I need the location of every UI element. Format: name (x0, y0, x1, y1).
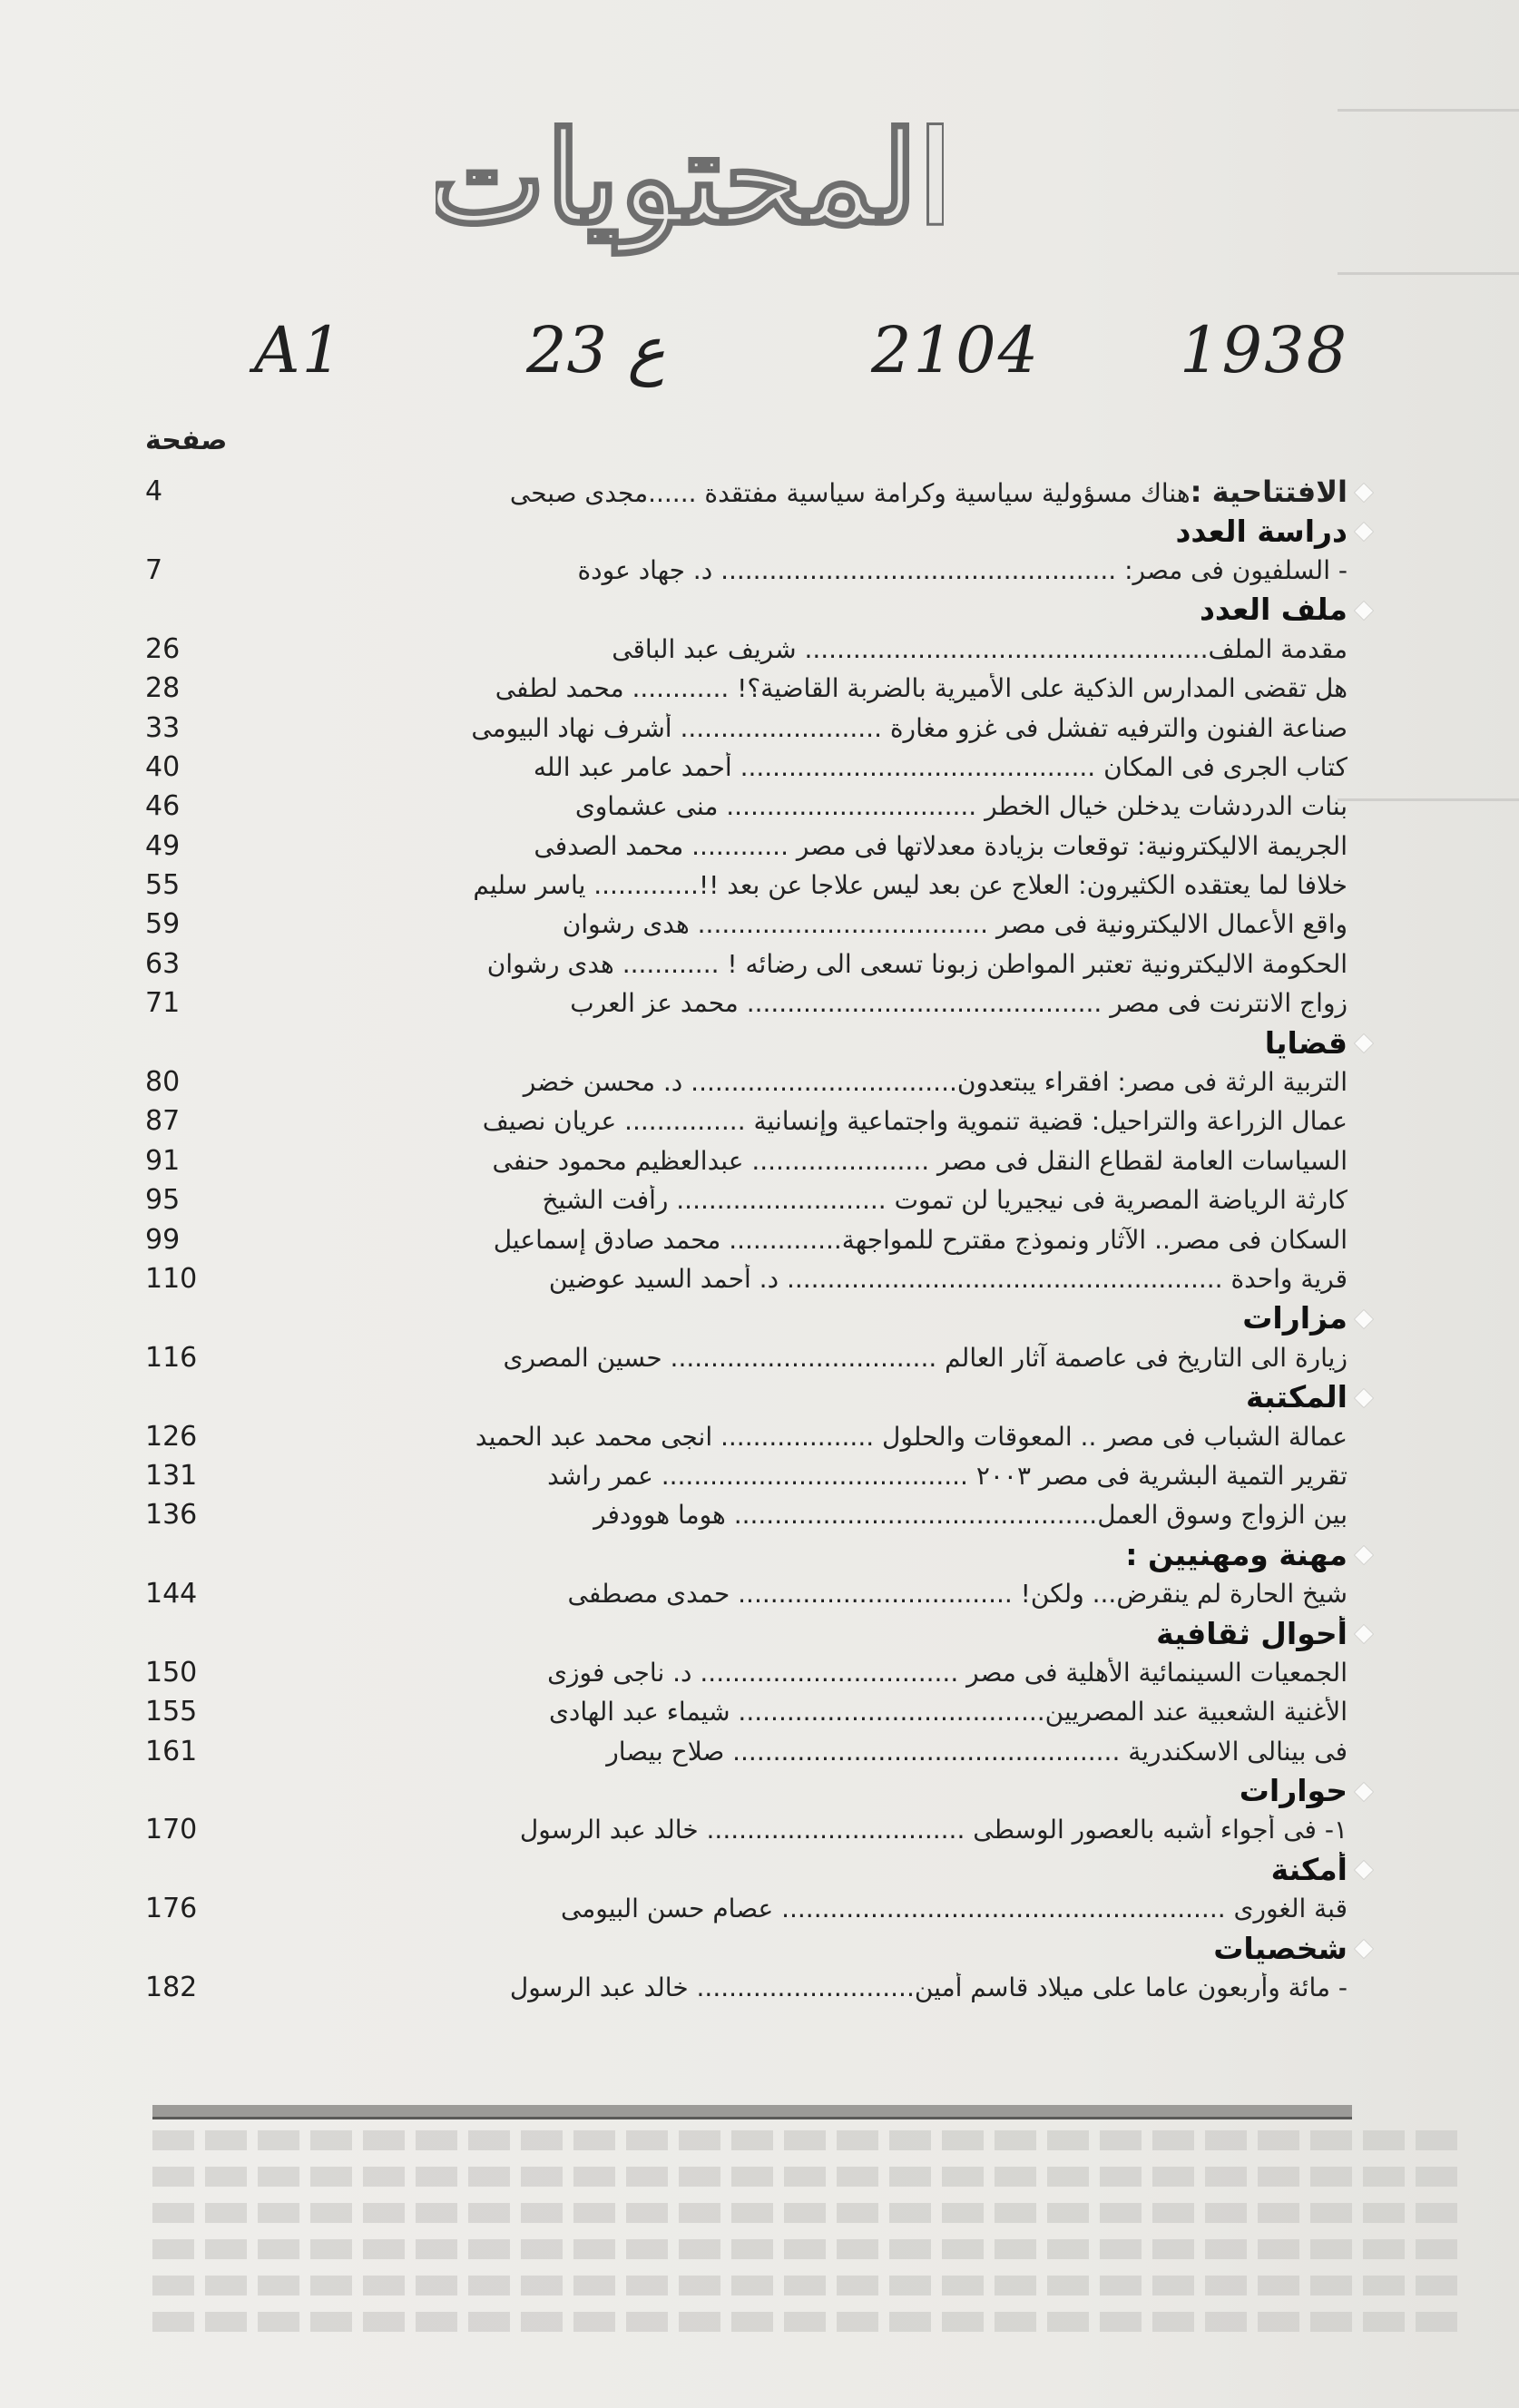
page-number: 63 (145, 947, 181, 980)
entry-text: قبة الغورى ....................................................... عصام حسن البيومى (560, 1894, 1348, 1924)
section-title: دراسة العدد (1175, 513, 1348, 549)
entry-text: ١- فى أجواء أشبه بالعصور الوسطى ................................ خالد عبد الرسول (519, 1815, 1348, 1845)
entry-text: الجريمة الاليكترونية: توقعات بزيادة معدلاتها فى مصر ............ محمد الصدفى (534, 830, 1348, 861)
toc-entry (145, 1101, 1348, 1140)
page-number: 55 (145, 869, 181, 902)
section-title: ملف العدد (1199, 592, 1348, 628)
entry-text: كتاب الجرى فى المكان ............................................ أحمد عامر عبد الله (533, 751, 1348, 782)
entry-text: السكان فى مصر.. الآثار ونموذج مقترح للمواجهة.............. محمد صادق إسماعيل (493, 1224, 1348, 1255)
entry-text: زيارة الى التاريخ فى عاصمة آثار العالم ................................. حسين المصرى (503, 1342, 1348, 1373)
entry-text: - السلفيون فى مصر: ................................................. د. جهاد عودة (577, 554, 1348, 585)
toc-entry (145, 1416, 1348, 1455)
toc-entry (145, 866, 1348, 905)
toc-entry (145, 1968, 1348, 2007)
section-title: أمكنة (1270, 1851, 1348, 1887)
toc-entry (145, 905, 1348, 944)
page-number: 126 (145, 1420, 198, 1453)
toc-entry (145, 1219, 1348, 1258)
section-heading (145, 1771, 1348, 1810)
bleed-through-mark (1338, 109, 1519, 112)
entry-text: شيخ الحارة لم ينقرض... ولكن! .................................. حمدى مصطفى (567, 1579, 1348, 1610)
page-number: 28 (145, 672, 181, 705)
entry-lead-label: الافتتاحية : (1190, 474, 1348, 509)
handwritten-annotations (0, 313, 1519, 422)
page-number: 170 (145, 1814, 198, 1846)
page-number: 71 (145, 987, 181, 1020)
toc-entry (145, 1180, 1348, 1219)
entry-text: صناعة الفنون والترفيه تفشل فى غزو مغارة ......................... أشرف نهاد البيومى (471, 712, 1348, 743)
page-number: 80 (145, 1066, 181, 1099)
page-number: 95 (145, 1184, 181, 1217)
toc-entry (145, 984, 1348, 1023)
page-number: 155 (145, 1696, 198, 1728)
toc-entry (145, 669, 1348, 708)
entry-text: واقع الأعمال الاليكترونية فى مصر .................................... هدى رشوان (562, 909, 1348, 940)
page-number: 131 (145, 1459, 198, 1492)
entry-text: السياسات العامة لقطاع النقل فى مصر ...................... عبدالعظيم محمود حنفى (492, 1145, 1348, 1176)
entry-text: التربية الرثة فى مصر: افقراء يبتعدون................................. د. محسن خضر (523, 1067, 1348, 1098)
entry-text: كارثة الرياضة المصرية فى نيجيريا لن تموت .......................... رأفت الشيخ (542, 1185, 1348, 1216)
section-title: شخصيات (1213, 1930, 1348, 1966)
toc-entry (145, 1141, 1348, 1180)
page-number: 33 (145, 711, 181, 744)
entry-text: زواج الانترنت فى مصر ............................................ محمد عز العرب (570, 988, 1348, 1019)
page-column-header: صفحة (145, 425, 228, 456)
page-number: 87 (145, 1105, 181, 1138)
contents-title (436, 54, 944, 272)
page-number: 144 (145, 1578, 198, 1610)
bleed-through-text (152, 2130, 1459, 2366)
toc-entry (145, 472, 1348, 511)
toc-entry (145, 787, 1348, 826)
toc-entry (145, 1495, 1348, 1534)
page-number: 46 (145, 790, 181, 823)
toc-entry (145, 748, 1348, 787)
section-title: أحوال ثقافية (1156, 1615, 1348, 1651)
page-number: 7 (145, 553, 163, 586)
bottom-rule (152, 2105, 1352, 2117)
section-title: حوارات (1239, 1773, 1348, 1809)
handwritten-note: 2104 (871, 313, 1041, 387)
toc-entry (145, 1574, 1348, 1613)
entry-text: الحكومة الاليكترونية تعتبر المواطن زبونا تسعى الى رضائه ! ............ هدى رشوان (486, 948, 1348, 979)
section-heading (145, 1377, 1348, 1416)
toc-entry (145, 630, 1348, 669)
toc-entry (145, 945, 1348, 984)
title-calligraphy (436, 54, 944, 272)
entry-text: هل تقضى المدارس الذكية على الأميرية بالضربة القاضية؟! ............ محمد لطفى (495, 673, 1348, 704)
page-number: 150 (145, 1656, 198, 1689)
handwritten-note: 1938 (1180, 313, 1349, 387)
toc-entry (145, 1810, 1348, 1849)
entry-line (263, 475, 1348, 509)
section-heading (145, 511, 1348, 550)
toc-entry (145, 1062, 1348, 1101)
handwritten-note: A1 (254, 313, 345, 387)
bleed-through-mark (1338, 798, 1519, 801)
entry-text: الأغنية الشعبية عند المصريين...................................... شيماء عبد الهادى (548, 1697, 1348, 1728)
page-number: 26 (145, 632, 181, 665)
toc-entry (145, 1259, 1348, 1298)
page-number: 161 (145, 1735, 198, 1767)
page-number: 116 (145, 1341, 198, 1374)
page-number: 99 (145, 1223, 181, 1256)
title-text: المحتويات (436, 104, 944, 253)
section-title: قضايا (1264, 1024, 1348, 1061)
entry-text: بنات الدردشات يدخلن خيال الخطر ............................... منى عشماوى (574, 791, 1348, 822)
toc-entry (145, 1889, 1348, 1928)
section-heading (145, 1298, 1348, 1337)
bottom-rule-shadow (152, 2117, 1352, 2119)
page-number: 49 (145, 829, 181, 862)
section-title: المكتبة (1246, 1379, 1348, 1415)
bleed-through-mark (1338, 272, 1519, 275)
section-heading (145, 1850, 1348, 1889)
section-title: مزارات (1242, 1300, 1348, 1336)
section-heading (145, 590, 1348, 629)
toc-entry (145, 1338, 1348, 1377)
section-heading (145, 1023, 1348, 1062)
entry-text: خلافا لما يعتقده الكثيرون: العلاج عن بعد ليس علاجا عن بعد !!............. ياسر سليم (473, 870, 1348, 901)
page-number: 176 (145, 1893, 198, 1925)
page-number: 110 (145, 1263, 198, 1295)
entry-text: تقرير التمية البشرية فى مصر ٢٠٠٣ ...................................... عمر راشد (547, 1460, 1348, 1491)
section-heading (145, 1928, 1348, 1967)
page-number: 59 (145, 908, 181, 941)
section-title: مهنة ومهنيين : (1125, 1536, 1348, 1572)
toc-entry (145, 1692, 1348, 1731)
handwritten-note: 23 ع (526, 313, 666, 387)
entry-text: قرية واحدة ...................................................... د. أحمد السيد عوضين (548, 1264, 1348, 1294)
section-heading (145, 1535, 1348, 1574)
entry-text: الجمعيات السينمائية الأهلية فى مصر ................................ د. ناجى فوزى (547, 1657, 1348, 1688)
section-heading (145, 1613, 1348, 1652)
toc-entry (145, 551, 1348, 590)
toc-entry (145, 827, 1348, 866)
page-number: 182 (145, 1972, 198, 2004)
page-number: 136 (145, 1499, 198, 1532)
page-number: 40 (145, 750, 181, 783)
toc-entry (145, 1456, 1348, 1495)
entry-text: عمال الزراعة والتراحيل: قضية تنموية واجتماعية وإنسانية ............... عريان نصيف (482, 1106, 1348, 1137)
entry-text: هناك مسؤولية سياسية وكرامة سياسية مفتقدة ......مجدى صبحى (509, 477, 1191, 508)
table-of-contents (145, 472, 1348, 2007)
entry-text: مقدمة الملف.................................................. شريف عبد الباقى (612, 633, 1348, 664)
entry-text: عمالة الشباب فى مصر .. المعوقات والحلول ................... انجى محمد عبد الحميد (475, 1421, 1348, 1452)
page-number: 91 (145, 1144, 181, 1177)
toc-entry (145, 1732, 1348, 1771)
entry-text: - مائة وأربعون عاما على ميلاد قاسم أمين........................... خالد عبد الرسول (509, 1972, 1348, 2003)
entry-text: فى بينالى الاسكندرية ................................................ صلاح بيصار (606, 1736, 1348, 1767)
page-number: 4 (145, 475, 163, 508)
toc-entry (145, 1653, 1348, 1692)
entry-text: بين الزواج وسوق العمل............................................. هوما هوودفر (593, 1500, 1348, 1531)
toc-entry (145, 708, 1348, 747)
